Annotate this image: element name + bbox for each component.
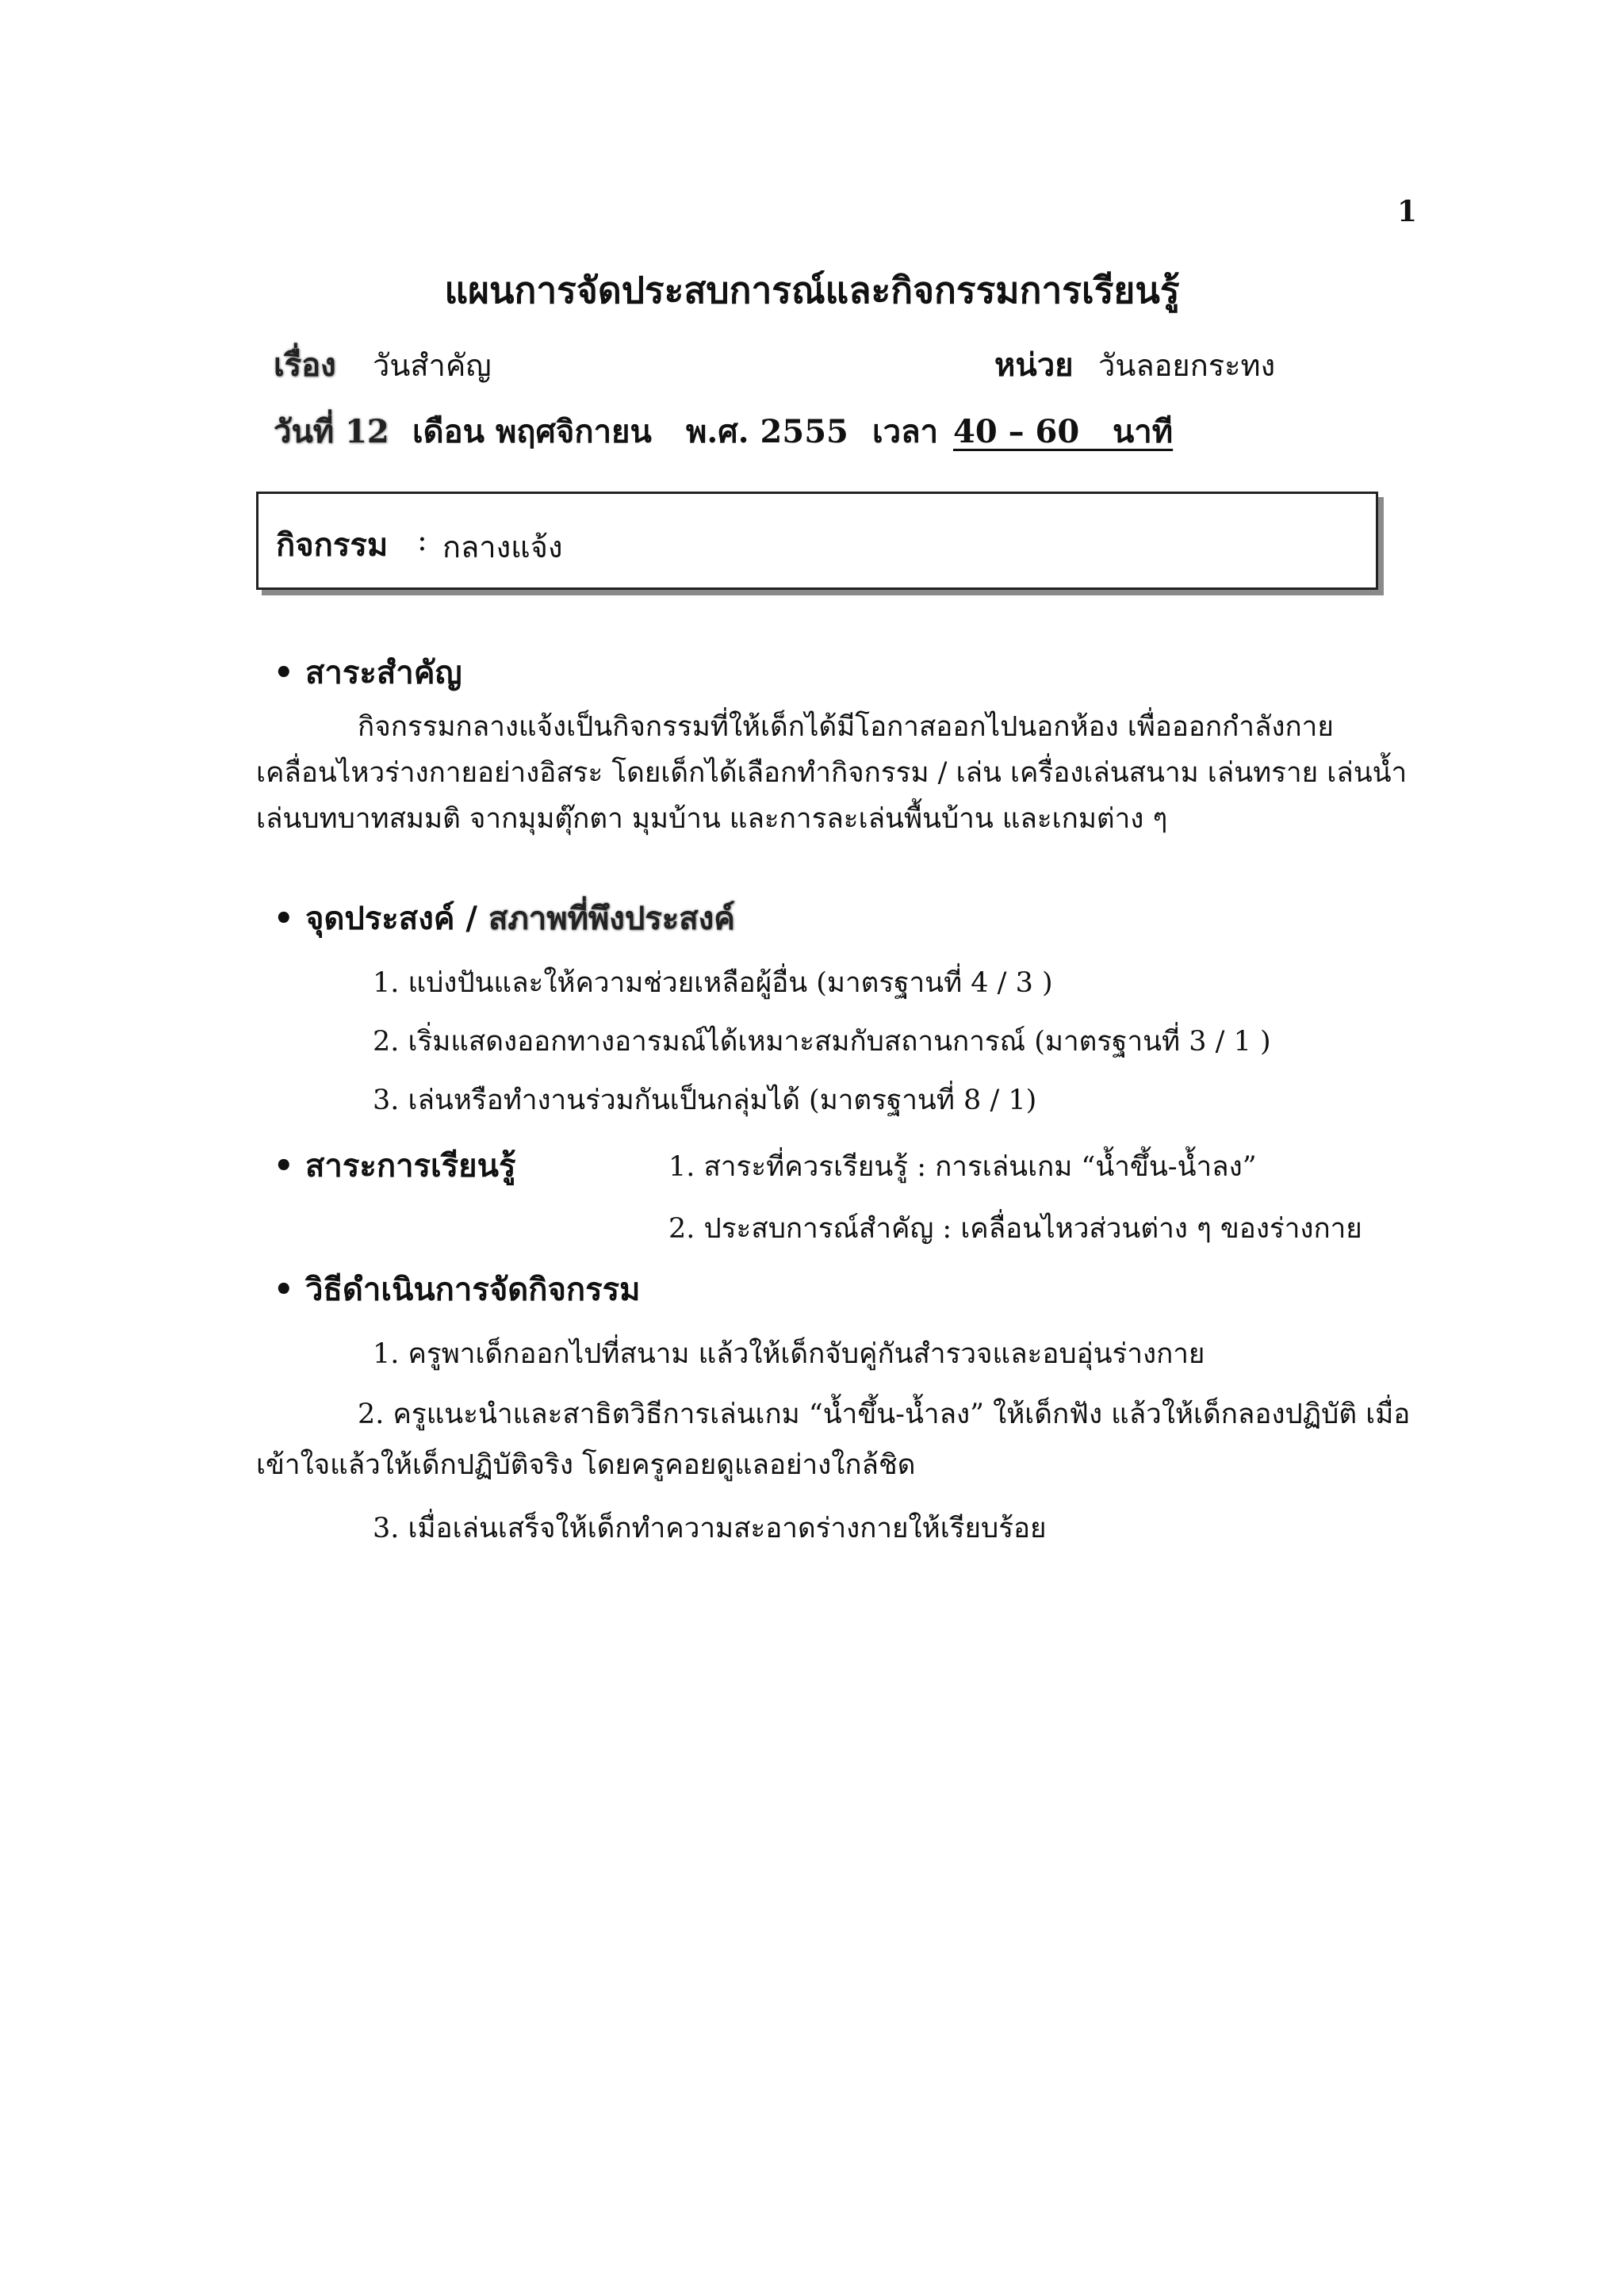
bullet: • [274,1271,294,1308]
topic-value: วันสำคัญ [373,348,492,383]
month-label: เดือน พฤศจิกายน [412,413,652,450]
essence-heading [274,647,462,698]
topic-label: เรื่อง [274,346,336,384]
learning-content-item: 2. ประสบการณ์สำคัญ : เคลื่อนไหวส่วนต่าง ๆ ของร่างกาย [668,1213,1362,1245]
procedure-heading [274,1264,640,1314]
document-title: แผนการจัดประสบการณ์และกิจกรรมการเรียนรู้ [444,269,1180,312]
objectives-heading [274,893,735,943]
objective-item: 1. แบ่งปันและให้ความช่วยเหลือผู้อื่น (มาตรฐานที่ 4 / 3 ) [373,967,1053,999]
time-value: 40 – 60 นาที [953,413,1174,450]
objective-item: 2. เริ่มแสดงออกทางอารมณ์ได้เหมาะสมกับสถานการณ์ (มาตรฐานที่ 3 / 1 ) [373,1026,1271,1058]
essence-paragraph: กิจกรรมกลางแจ้งเป็นกิจกรรมที่ให้เด็กได้มีโอกาสออกไปนอกห้อง เพื่อออกกำลังกาย เคลื่อนไหวร่างกายอย่างอิสระ โดยเด็กได้เลือกทำกิจกรรม / เล่น เครื่องเล่นสนาม เล่นทราย เล่นน้ำ เล่นบทบาทสมมติ จากมุมตุ๊กตา มุมบ้าน และการละเล่นพื้นบ้าน และเกมต่าง ๆ [256,711,1408,835]
procedure-heading-text: วิธีดำเนินการจัดกิจกรรม [305,1271,641,1308]
unit-label: หน่วย [994,346,1074,384]
essence-heading-text: สาระสำคัญ [305,654,462,691]
page-number: 1 [1397,195,1418,228]
activity-value: กลางแจ้ง [442,530,563,564]
bullet: • [274,1147,294,1184]
time-label: เวลา [872,413,939,450]
learning-content-heading [274,1140,515,1191]
date-label: วันที่ 12 [274,413,389,450]
objectives-heading-part1: จุดประสงค์ / [305,900,478,937]
procedure-step: 3. เมื่อเล่นเสร็จให้เด็กทำความสะอาดร่างกายให้เรียบร้อย [373,1513,1047,1544]
activity-box [256,492,1378,590]
procedure-step: 2. ครูแนะนำและสาธิตวิธีการเล่นเกม “น้ำขึ้น-น้ำลง” ให้เด็กฟัง แล้วให้เด็กลองปฏิบัติ เมื่อเข้าใจแล้วให้เด็กปฏิบัติจริง โดยครูคอยดูแลอย่างใกล้ชิด [256,1399,1411,1481]
activity-label: กิจกรรม [276,526,389,564]
objective-item: 3. เล่นหรือทำงานร่วมกันเป็นกลุ่มได้ (มาตรฐานที่ 8 / 1) [373,1085,1037,1116]
unit-value: วันลอยกระทง [1098,348,1276,383]
learning-content-heading-text: สาระการเรียนรู้ [305,1147,516,1184]
learning-content-item: 1. สาระที่ควรเรียนรู้ : การเล่นเกม “น้ำขึ้น-น้ำลง” [668,1151,1257,1183]
activity-separator: : [417,522,427,557]
objectives-heading-part2: สภาพที่พึงประสงค์ [488,900,735,937]
procedure-step: 1. ครูพาเด็กออกไปที่สนาม แล้วให้เด็กจับคู่กันสำรวจและอบอุ่นร่างกาย [373,1338,1205,1370]
bullet: • [274,654,294,691]
bullet: • [274,900,294,937]
year-label: พ.ศ. 2555 [686,413,848,450]
